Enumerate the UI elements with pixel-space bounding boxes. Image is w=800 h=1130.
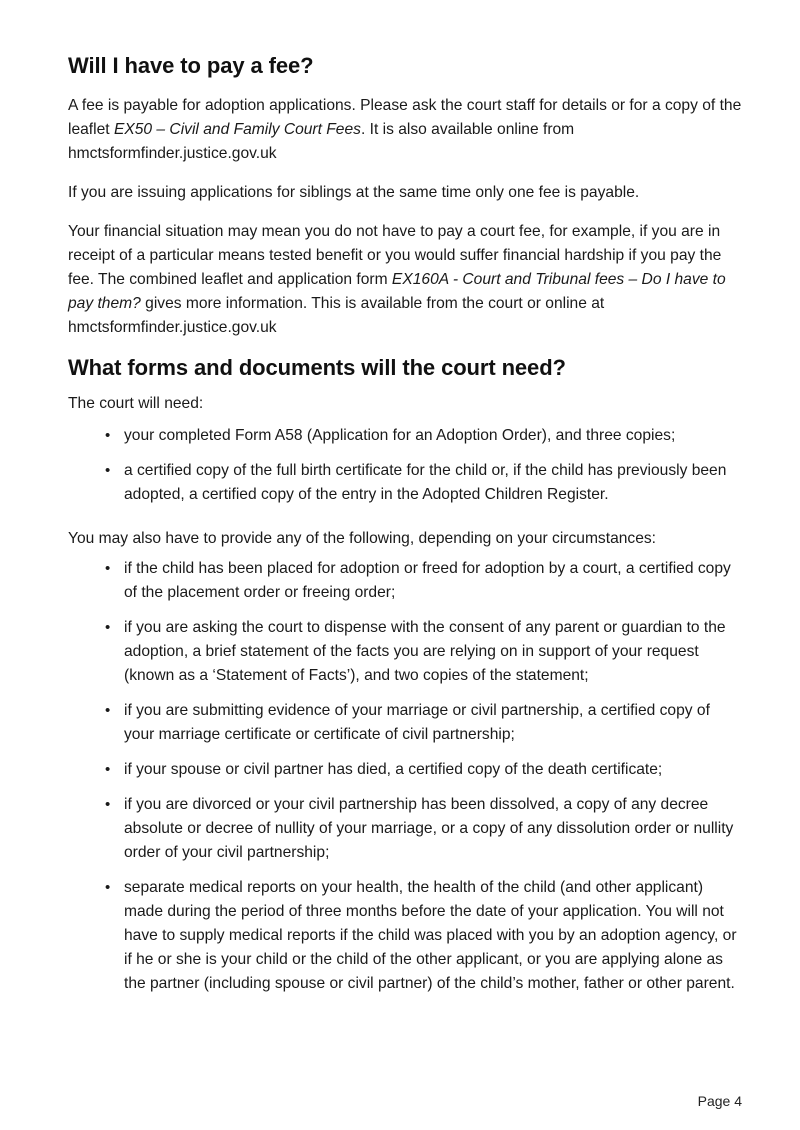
fee-paragraph-3-text-a: Your financial situation may mean you do not have to pay a court fee, for example, if you are in receipt of a particular means tested benefit or you would suffer financial hardship if you pay the fee. The combined leaflet and application form [68,223,722,288]
document-page [68,0,744,996]
list-item: • separate medical reports on your health, the health of the child (and other applicant) made during the period of three months before the date of your application. You will not have to supply medical reports if the child was placed with you by an adoption agency, or if he or she is your child or the child of the other applicant, or you are applying alone as the partner (including spouse or civil partner) of the child’s mother, father or other parent. [124,876,744,996]
list-item: • if you are divorced or your civil partnership has been dissolved, a copy of any decree absolute or decree of nullity of your marriage, or a copy of any dissolution order or nullity order of your civil partnership; [124,793,744,865]
forms-intro: The court will need: [68,395,204,412]
fee-leaflet-title: EX50 – Civil and Family Court Fees [113,121,361,138]
forms-heading: What forms and documents will the court need? [68,355,566,380]
optional-documents-list [68,557,744,996]
list-item: • a certified copy of the full birth certificate for the child or, if the child has previously been adopted, a certified copy of the entry in the Adopted Children Register. [124,459,744,507]
fee-heading: Will I have to pay a fee? [68,53,314,78]
list-item: • your completed Form A58 (Application for an Adoption Order), and three copies; [124,424,744,448]
required-documents-list [68,424,744,507]
list-item: • if your spouse or civil partner has died, a certified copy of the death certificate; [124,758,744,782]
fee-paragraph-2: If you are issuing applications for siblings at the same time only one fee is payable. [68,184,640,201]
fee-form-title: EX160A - Court and Tribunal fees – Do I have to pay them? [68,271,726,312]
fee-paragraph-3-text-b: gives more information. This is available from the court or online at hmctsformfinder.justice.gov.uk [68,295,605,336]
list-item: • if you are submitting evidence of your marriage or civil partnership, a certified copy of your marriage certificate or certificate of civil partnership; [124,699,744,747]
fee-paragraph-1-text-a: A fee is payable for adoption applications. Please ask the court staff for details or for a copy of the leaflet [68,97,742,138]
list-item: • if the child has been placed for adoption or freed for adoption by a court, a certified copy of the placement order or freeing order; [124,557,744,605]
fee-paragraph-1 [68,94,744,166]
page-number: Page 4 [697,1093,742,1109]
fee-paragraph-1-text-b: . It is also available online from hmctsformfinder.justice.gov.uk [68,121,575,162]
list-item: • if you are asking the court to dispense with the consent of any parent or guardian to the adoption, a brief statement of the facts you are relying on in support of your request (known as a ‘Statement of Facts’), and two copies of the statement; [124,616,744,688]
optional-intro: You may also have to provide any of the following, depending on your circumstances: [68,530,657,547]
fee-paragraph-3 [68,220,744,340]
